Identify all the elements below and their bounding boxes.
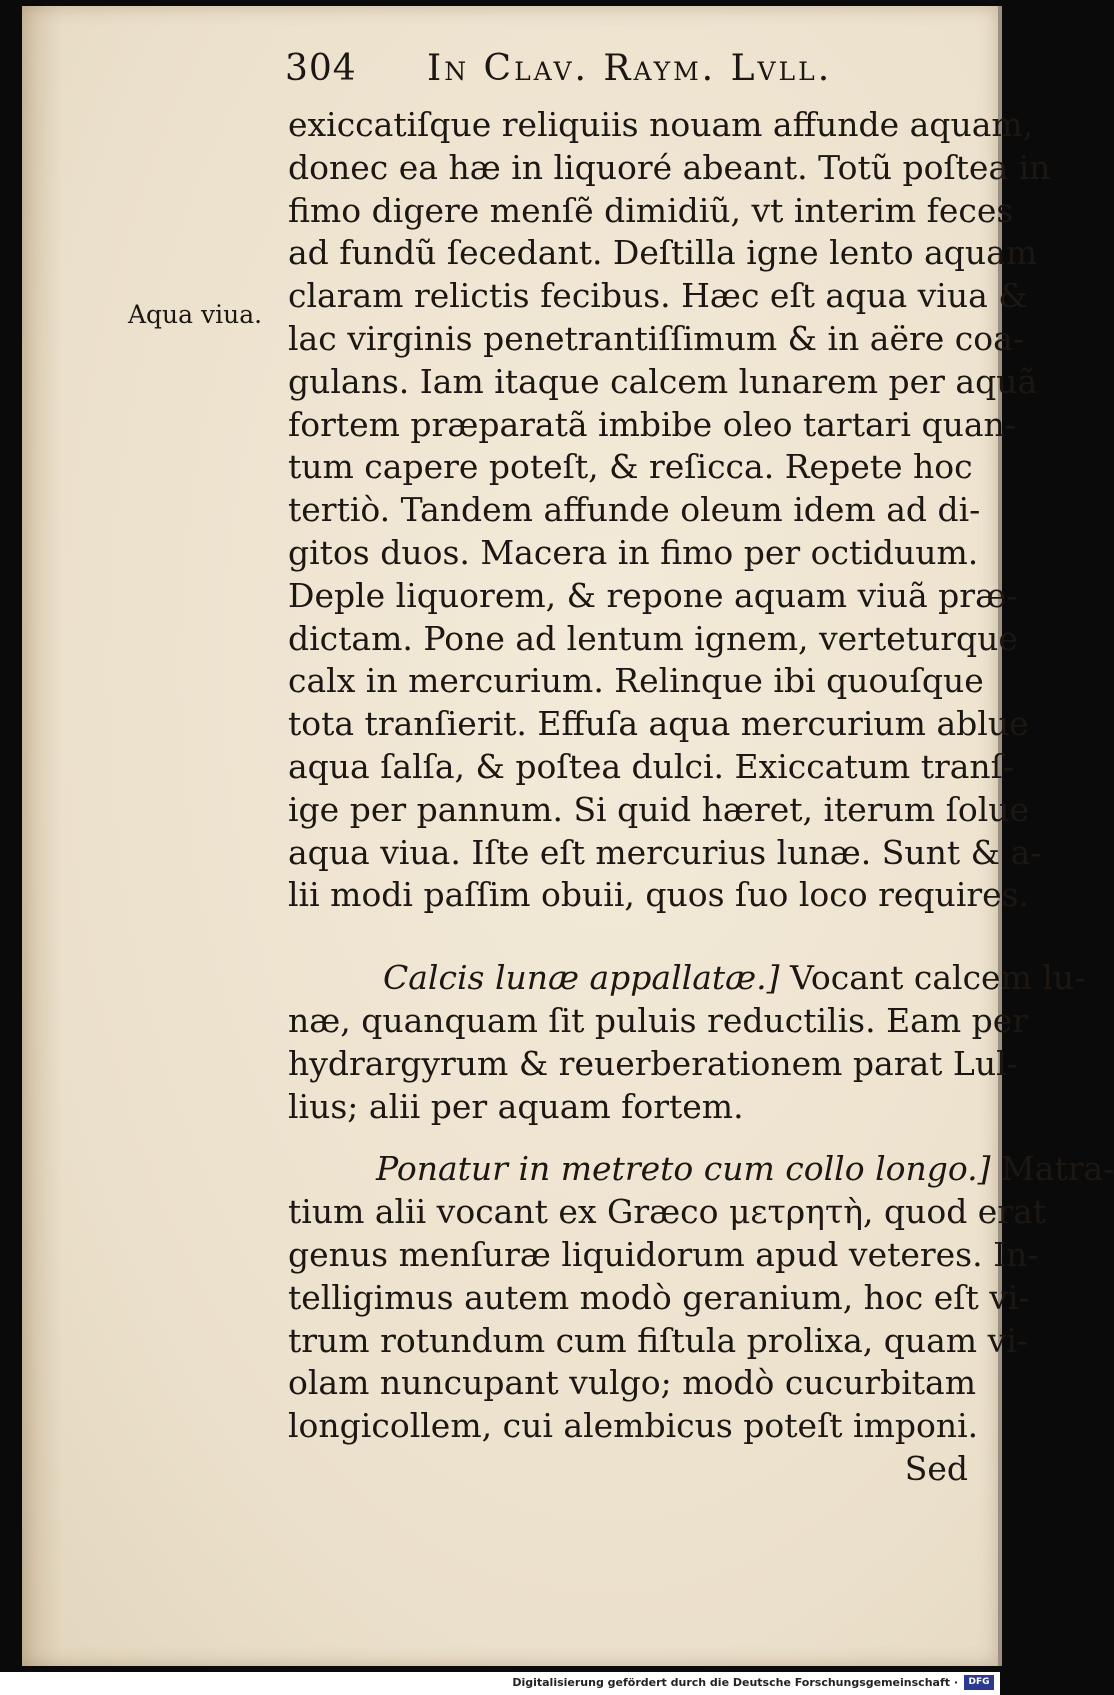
text-line: tium alii vocant ex Græco μετρητὴ, quod erat [288,1192,1047,1232]
main-text-block [288,104,1114,1491]
text-line: aqua ſalſa, & poſtea dulci. Exiccatum tranſ- [288,746,1015,786]
text-line: olam nuncupant vulgo; modò cucurbitam [288,1363,977,1403]
note-first-line [288,957,1086,1000]
text-line: lius; alii per aquam fortem. [288,1086,744,1126]
note-text: Vocant calcem lu- [779,958,1086,998]
text-line: aqua viua. Iſte eſt mercurius lunæ. Sunt & a- [288,832,1042,872]
text-line: hydrargyrum & reuerberationem parat Lul- [288,1043,1018,1083]
text-line: fortem præparatã imbibe oleo tartari quan- [288,404,1016,444]
paragraph-gap [288,917,968,957]
text-line: claram relictis fecibus. Hæc eſt aqua viua & [288,276,1028,316]
catchword: Sed [904,1448,968,1488]
text-line: exiccatiſque reliquiis nouam affunde aquam, [288,105,1034,144]
text-line: donec ea hæ in liquoré abeant. Totũ poſtea in [288,147,1051,187]
running-title: In Clav. Raym. Lvll. [427,48,833,89]
margin-note: Aqua viua. [128,300,263,329]
text-line: genus menſuræ liquidorum apud veteres. In- [288,1234,1039,1274]
text-line: gitos duos. Macera in fimo per octiduum. [288,532,979,572]
text-line: longicollem, cui alembicus poteſt imponi. [288,1406,979,1446]
text-line: tota tranſierit. Effuſa aqua mercurium ablue [288,704,1029,744]
dfg-logo-icon: DFG [964,1675,994,1690]
text-line: gulans. Iam itaque calcem lunarem per aquã [288,361,1038,401]
text-line: fimo digere menſẽ dimidiũ, vt interim feces [288,190,1014,230]
text-line: calx in mercurium. Relinque ibi quouſque [288,661,984,701]
text-line: ige per pannum. Si quid hæret, iterum ſolue [288,789,1030,829]
digitization-footer [0,1672,1000,1695]
text-line: Deple liquorem, & repone aquam viuã præ- [288,575,1018,615]
text-line: trum rotundum cum fiſtula prolixa, quam vi- [288,1320,1028,1360]
note-first-line [288,1148,1114,1191]
text-line: tertiò. Tandem affunde oleum idem ad di- [288,490,981,530]
text-line: ad fundũ ſecedant. Deſtilla igne lento aquam [288,233,1038,273]
note-text: Matra- [990,1149,1114,1189]
text-line: lii modi paſſim obuii, quos ſuo loco requires. [288,875,1030,915]
page-number: 304 [285,48,357,89]
text-line: tum capere poteſt, & reſicca. Repete hoc [288,447,973,487]
note-lemma: Calcis lunæ appallatæ.] [383,958,780,998]
page-header [285,48,905,98]
note-lemma: Ponatur in metreto cum collo longo.] [376,1149,991,1189]
text-line: telligimus autem modò geranium, hoc eſt vi- [288,1277,1030,1317]
page-gutter-shadow [22,6,62,1666]
text-line: dictam. Pone ad lentum ignem, verteturque [288,618,1018,658]
paragraph-gap [288,1128,968,1148]
text-line: næ, quanquam ſit puluis reductilis. Eam per [288,1000,1029,1040]
footer-credit: Digitalisierung gefördert durch die Deutsche Forschungsgemeinschaft · [512,1676,958,1689]
text-line: lac virginis penetrantiſſimum & in aëre coa- [288,318,1024,358]
